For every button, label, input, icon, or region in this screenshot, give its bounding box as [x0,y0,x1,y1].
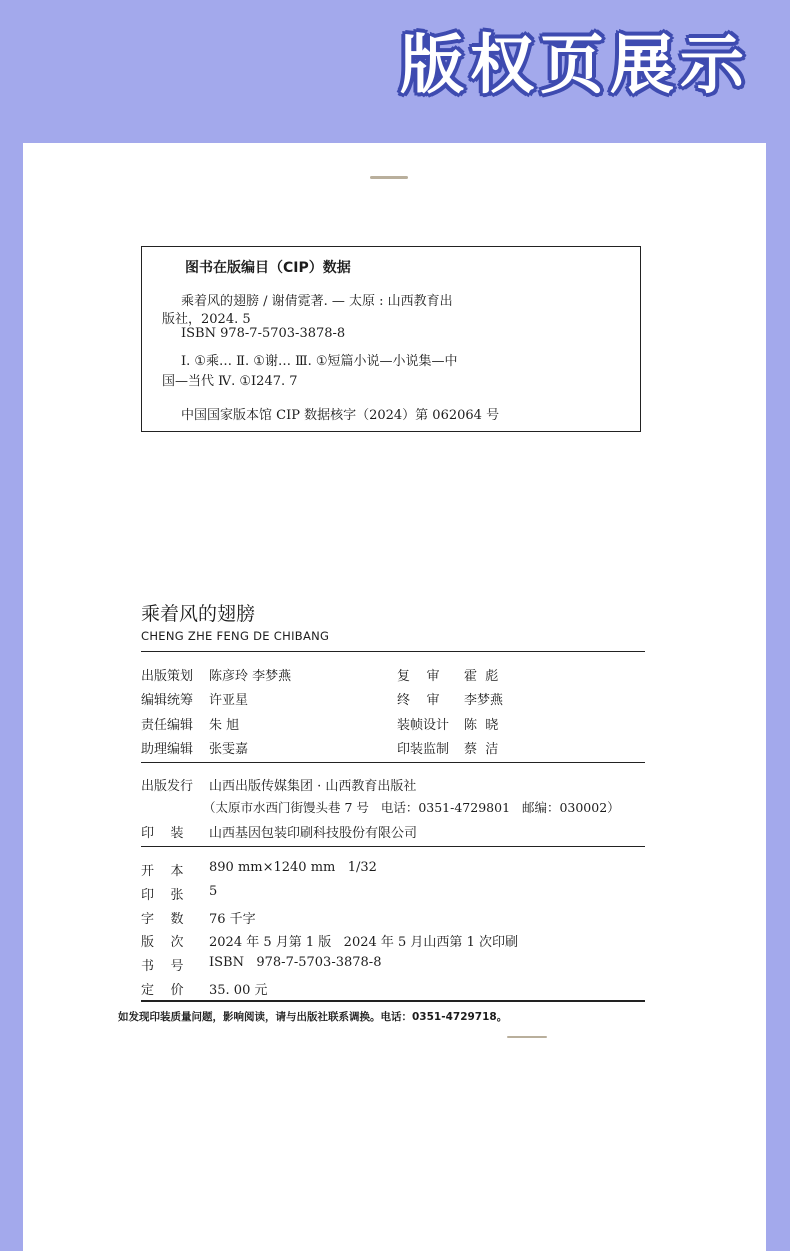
spec-label: 印 张 [141,888,184,903]
staff-label: 出版策划 [141,669,194,684]
divider [141,762,645,763]
publisher-address: （太原市水西门街馒头巷 7 号 电话：0351-4729801 邮编：030002） [203,800,620,815]
cip-line: 中国国家版本馆 CIP 数据核字（2024）第 062064 号 [181,408,500,423]
spec-label: 开 本 [141,864,184,879]
cip-line: Ⅰ. ①乘… Ⅱ. ①谢… Ⅲ. ①短篇小说—小说集—中 [181,354,458,369]
footer-note: 如发现印装质量问题，影响阅读，请与出版社联系调换。电话：0351-4729718。 [118,1011,508,1023]
staff-value: 霍 彪 [464,669,499,684]
spec-value: 2024 年 5 月第 1 版 2024 年 5 月山西第 1 次印刷 [209,935,518,950]
divider [141,651,645,652]
publisher: 山西出版传媒集团 · 山西教育出版社 [209,779,417,794]
staff-value: 陈彦玲 李梦燕 [209,669,292,684]
staff-value: 蔡 洁 [464,742,499,757]
spec-label: 字 数 [141,912,184,927]
staff-value: 朱 旭 [209,718,240,733]
publish-label: 出版发行 [141,779,194,794]
staff-label: 印装监制 [397,742,450,757]
book-title: 乘着风的翅膀 [141,603,256,625]
spec-value: ISBN 978-7-5703-3878-8 [209,955,382,970]
cip-line: ISBN 978-7-5703-3878-8 [181,326,346,341]
staff-label: 责任编辑 [141,718,194,733]
book-pinyin: CHENG ZHE FENG DE CHIBANG [141,629,330,643]
banner-title: 版权页展示 [400,29,750,103]
scan-smudge [507,1036,547,1038]
staff-label: 装帧设计 [397,718,450,733]
staff-label: 编辑统筹 [141,693,194,708]
printer: 山西基因包装印刷科技股份有限公司 [209,826,418,841]
cip-line: 乘着风的翅膀 / 谢倩霓著. — 太原 : 山西教育出 [181,294,453,309]
print-label: 印 装 [141,826,184,841]
cip-line: 版社，2024. 5 [162,312,251,327]
spec-value: 35. 00 元 [209,983,268,998]
copyright-page [23,143,766,1251]
divider [141,846,645,847]
staff-label: 终 审 [397,693,440,708]
spec-label: 版 次 [141,935,184,950]
staff-label: 助理编辑 [141,742,194,757]
staff-value: 李梦燕 [464,693,504,708]
spec-label: 书 号 [141,959,184,974]
spec-value: 890 mm×1240 mm 1/32 [209,860,377,875]
staff-value: 张雯嘉 [209,742,249,757]
staff-value: 陈 晓 [464,718,499,733]
cip-title: 图书在版编目（CIP）数据 [185,260,351,276]
spec-label: 定 价 [141,983,184,998]
cip-box [141,246,641,432]
staff-value: 许亚星 [209,693,249,708]
cip-line: 国—当代 Ⅳ. ①I247. 7 [162,374,298,389]
spec-value: 5 [209,884,218,899]
spec-value: 76 千字 [209,912,256,927]
scan-smudge [370,176,408,179]
divider [141,1000,645,1002]
staff-label: 复 审 [397,669,440,684]
